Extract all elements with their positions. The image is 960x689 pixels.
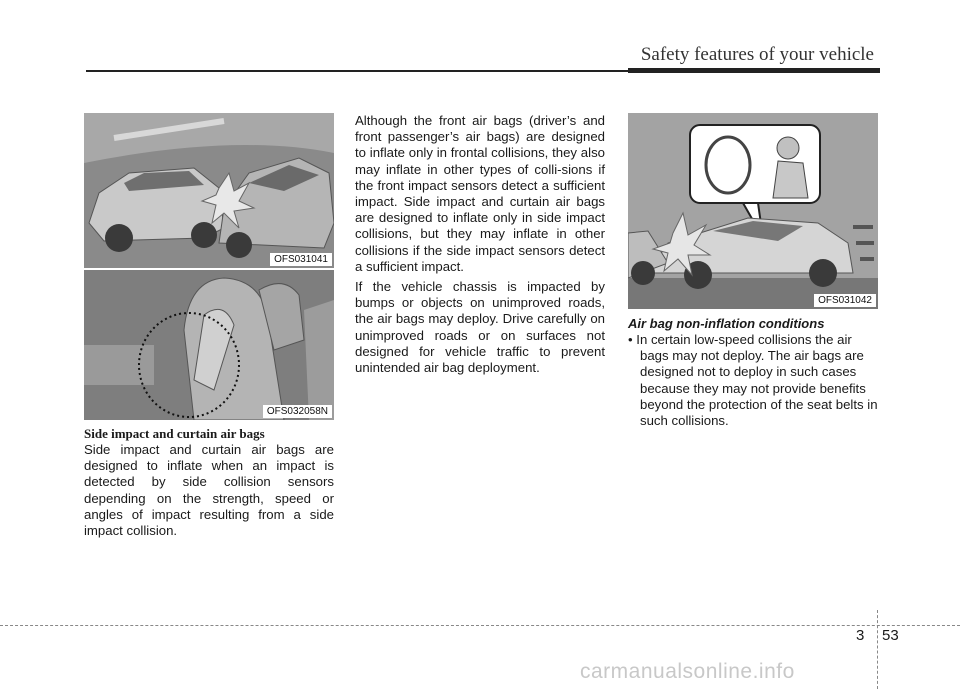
figure-code-label: OFS031042 [814,294,876,307]
header-title: Safety features of your vehicle [640,44,874,65]
figure-code-label: OFS031041 [270,253,332,266]
bumpy-road-drawing [628,113,878,309]
non-inflation-bullet: • In certain low-speed collisions the air bags may not deploy. The air bags are designed not to deploy in such cases because they may not provide benefits beyond the protection of the seat belts in such collisions. [628,332,878,429]
watermark: carmanualsonline.info [580,660,795,683]
paragraph-unimproved-roads: If the vehicle chassis is impacted by bumps or objects on unimproved roads, the air bags may deploy. Drive carefully on unimproved roads or on surfaces not designed for vehicle traffic to prevent unintended air bag deployment. [355,279,605,376]
figure-code-label: OFS032058N [263,405,332,418]
side-collision-illustration [84,113,334,268]
side-airbag-paragraph: Side impact and curtain air bags are designed to inflate when an impact is detected by side collision sensors depending on the strength, speed or angles of impact resulting from a side impact collision. [84,442,334,539]
footer-rule [0,625,960,626]
paragraph-front-airbags: Although the front air bags (driver’s and front passenger’s air bags) are designed to inflate only in frontal collisions, they also may inflate in other types of colli-sions if the front impact sensors detect a sufficient impact. Side impact and curtain air bags are designed to inflate only in side impact collisions, but they may inflate in other collisions if the side impact sensors detect a sufficient impact. [355,113,605,274]
non-inflation-heading: Air bag non-inflation conditions [628,316,825,331]
airbag-deployment-text [355,113,605,376]
chapter-number: 3 [856,627,865,644]
side-collision-drawing [84,113,334,268]
header-rule-accent [628,68,880,73]
page-number: 53 [882,627,899,644]
bumpy-road-illustration [628,113,878,309]
seat-airbag-drawing [84,270,334,420]
side-airbag-heading: Side impact and curtain air bags [84,426,265,441]
footer-divider [877,610,878,689]
seat-airbag-illustration [84,270,334,420]
